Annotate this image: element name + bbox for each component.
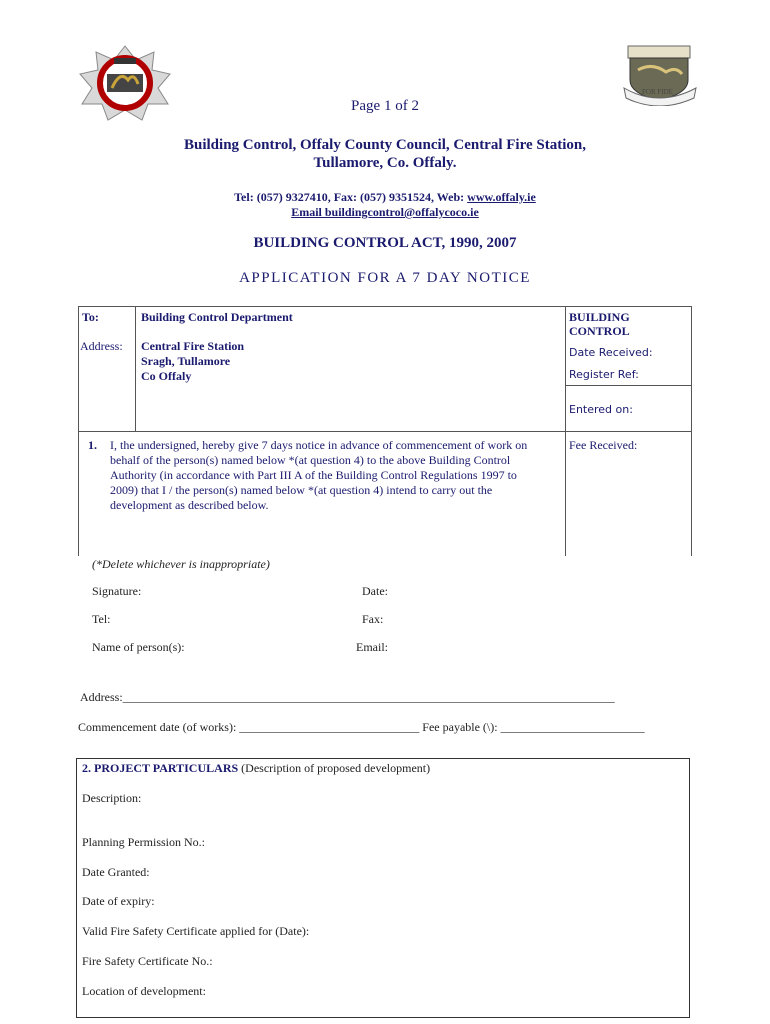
table-top-border (78, 306, 692, 307)
notice-number: 1. (88, 438, 97, 452)
fax-field[interactable]: Fax: (362, 612, 384, 626)
project-heading (82, 761, 430, 776)
notice-line-1: I, the undersigned, hereby give 7 days notice in advance of commencement of work on (110, 438, 528, 452)
email-field[interactable]: Email: (356, 640, 388, 654)
tel-field[interactable]: Tel: (92, 612, 111, 626)
notice-line-4: 2009) that I / the person(s) named below *(at question 4) intend to carry out the (110, 483, 493, 497)
email-link[interactable]: Email buildingcontrol@offalycoco.ie (291, 205, 479, 219)
date-expiry-field[interactable]: Date of expiry: (82, 894, 155, 908)
project-particulars-box (76, 758, 690, 1018)
to-label-divider (135, 306, 136, 432)
crest-motto: FOR FIDE (642, 88, 673, 96)
delete-note: (*Delete whichever is inappropriate) (92, 557, 270, 571)
planning-permission-field[interactable]: Planning Permission No.: (82, 835, 206, 849)
page-number: Page 1 of 2 (351, 98, 419, 114)
project-heading-title: PROJECT PARTICULARS (94, 761, 239, 775)
project-heading-note: (Description of proposed development) (241, 761, 431, 775)
to-value: Building Control Department (141, 310, 293, 324)
address-label: Address: (80, 339, 123, 353)
to-label: To: (82, 310, 99, 324)
date-field[interactable]: Date: (362, 584, 388, 598)
notice-line-5: development as described below. (110, 498, 269, 512)
notice-line-3: Authority (in accordance with Part III A of the Building Control Regulations 1997 to (110, 468, 517, 482)
notice-paragraph (110, 438, 564, 513)
form-title: APPLICATION FOR A 7 DAY NOTICE (239, 270, 531, 286)
contact-phone-fax: Tel: (057) 9327410, Fax: (057) 9351524, Web: (234, 190, 468, 204)
fire-cert-applied-field[interactable]: Valid Fire Safety Certificate applied for (Date): (82, 924, 310, 938)
location-field[interactable]: Location of development: (82, 984, 206, 998)
organization-line-1: Building Control, Offaly County Council, Central Fire Station, (184, 137, 586, 153)
description-field[interactable]: Description: (82, 791, 142, 805)
act-title: BUILDING CONTROL ACT, 1990, 2007 (253, 235, 517, 251)
signature-field[interactable]: Signature: (92, 584, 142, 598)
project-heading-number: 2. (82, 761, 91, 775)
fire-cert-number-field[interactable]: Fire Safety Certificate No.: (82, 954, 213, 968)
county-crest-logo (622, 44, 698, 106)
office-box-divider-1 (565, 385, 692, 386)
entered-on-label: Entered on: (569, 403, 633, 416)
register-ref-label: Register Ref: (569, 368, 639, 381)
date-received-label: Date Received: (569, 346, 653, 359)
office-heading-line-1: BUILDING (569, 310, 630, 324)
website-link[interactable]: www.offaly.ie (467, 190, 536, 204)
notice-top-border (78, 431, 566, 432)
address-line-1: Central Fire Station (141, 339, 245, 353)
organization-line-2: Tullamore, Co. Offaly. (313, 155, 457, 171)
notice-line-2: behalf of the person(s) named below *(at question 4) to the above Building Control (110, 453, 511, 467)
date-granted-field[interactable]: Date Granted: (82, 865, 150, 879)
address-line-3: Co Offaly (141, 369, 192, 383)
fee-received-label: Fee Received: (569, 438, 638, 452)
contact-line (0, 190, 770, 205)
office-heading-line-2: CONTROL (569, 324, 630, 338)
email-line (0, 205, 770, 220)
commencement-field[interactable]: Commencement date (of works): ______________________________ Fee payable (\): ________________________ (78, 720, 645, 734)
office-box-divider-2 (565, 431, 692, 432)
name-field[interactable]: Name of person(s): (92, 640, 185, 654)
address-line-2: Sragh, Tullamore (141, 354, 231, 368)
address-field[interactable]: Address:__________________________________________________________________________________ (80, 690, 615, 704)
